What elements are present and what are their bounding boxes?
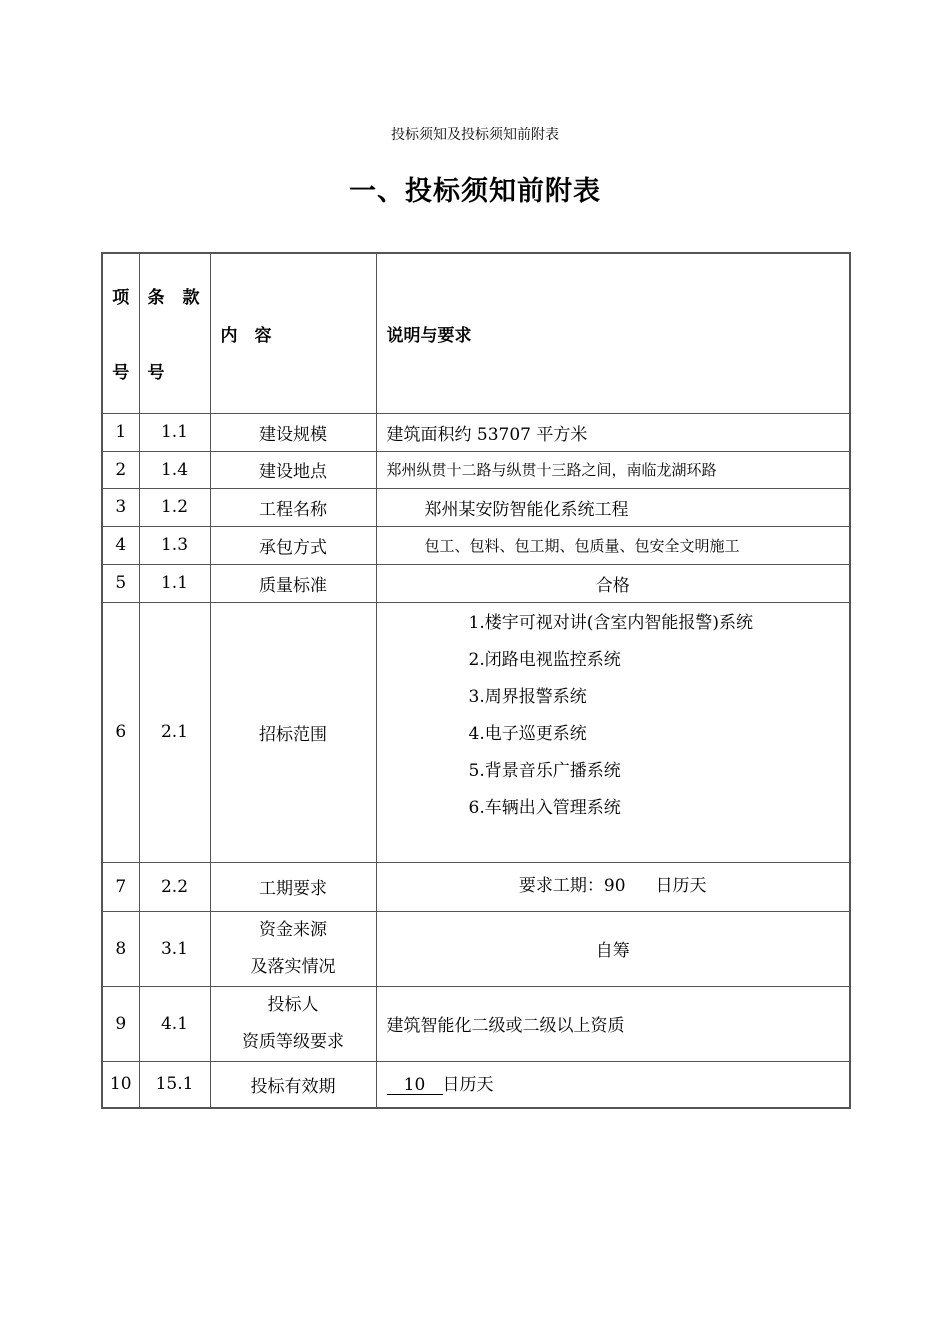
row-clause: 15.1 [139,1061,210,1108]
table-row [102,451,850,488]
table-row [102,564,850,602]
scope-list-item: 4.电子巡更系统 [468,723,587,744]
row-content-line2: 资质等级要求 [242,1031,344,1052]
row-clause: 4.1 [139,986,210,1061]
row-clause: 2.2 [139,862,210,911]
table-row [102,526,850,564]
row-content: 招标范围 [210,602,376,862]
scope-list-item: 1.楼宇可视对讲(含室内智能报警)系统 [468,612,753,633]
row-no: 6 [102,602,139,862]
row-content: 工期要求 [210,862,376,911]
header-clause-line1a: 条 [147,288,165,309]
validity-days-suffix: 日历天 [442,1074,494,1095]
validity-days-value: 10 [387,1076,443,1095]
table-row [102,488,850,526]
duration-prefix: 要求工期：90 [518,875,626,896]
table-row [102,986,850,1061]
row-description: 建筑智能化二级或二级以上资质 [376,986,850,1061]
row-no: 5 [102,564,139,602]
row-clause: 1.3 [139,526,210,564]
row-description: 建筑面积约 53707 平方米 [376,413,850,451]
row-content-line1: 投标人 [267,994,319,1015]
header-clause-no [139,253,210,413]
row-description: 合格 [376,564,850,602]
row-no: 7 [102,862,139,911]
duration-suffix: 日历天 [655,875,707,896]
row-description [376,1061,850,1108]
row-no: 1 [102,413,139,451]
row-content-line1: 资金来源 [259,919,327,940]
row-clause: 3.1 [139,911,210,986]
row-description: 郑州某安防智能化系统工程 [376,488,850,526]
scope-list-item: 5.背景音乐广播系统 [468,760,621,781]
header-item-no-line1: 项 [112,288,130,309]
scope-list-item: 2.闭路电视监控系统 [468,649,621,670]
bid-info-table [101,252,851,1109]
row-content: 投标有效期 [210,1061,376,1108]
page-title: 一、投标须知前附表 [349,176,601,207]
row-clause: 1.1 [139,564,210,602]
scope-list [377,605,850,827]
row-clause: 2.1 [139,602,210,862]
header-item-no-line2: 号 [112,363,130,384]
row-content [210,986,376,1061]
table-row [102,413,850,451]
scope-list-item: 6.车辆出入管理系统 [468,797,621,818]
row-content: 建设地点 [210,451,376,488]
row-no: 9 [102,986,139,1061]
header-item-no [102,253,139,413]
row-content: 建设规模 [210,413,376,451]
row-content: 质量标准 [210,564,376,602]
row-no: 4 [102,526,139,564]
page-header: 投标须知及投标须知前附表 [391,127,559,143]
row-clause: 1.4 [139,451,210,488]
row-description: 自筹 [376,911,850,986]
header-description: 说明与要求 [376,253,850,413]
header-content: 内 容 [210,253,376,413]
table-row [102,862,850,911]
row-description [376,862,850,911]
row-no: 3 [102,488,139,526]
row-description [376,602,850,862]
row-content-line2: 及落实情况 [250,956,336,977]
table-row [102,1061,850,1108]
header-clause-line1b: 款 [182,288,200,309]
row-description: 郑州纵贯十二路与纵贯十三路之间，南临龙湖环路 [376,451,850,488]
row-content: 工程名称 [210,488,376,526]
table-header-row [102,253,850,413]
scope-list-item: 3.周界报警系统 [468,686,587,707]
header-clause-line2: 号 [147,363,165,384]
row-description: 包工、包料、包工期、包质量、包安全文明施工 [376,526,850,564]
row-clause: 1.1 [139,413,210,451]
row-no: 2 [102,451,139,488]
row-content: 承包方式 [210,526,376,564]
row-no: 10 [102,1061,139,1108]
row-no: 8 [102,911,139,986]
row-clause: 1.2 [139,488,210,526]
row-content [210,911,376,986]
table-row [102,602,850,862]
table-row [102,911,850,986]
